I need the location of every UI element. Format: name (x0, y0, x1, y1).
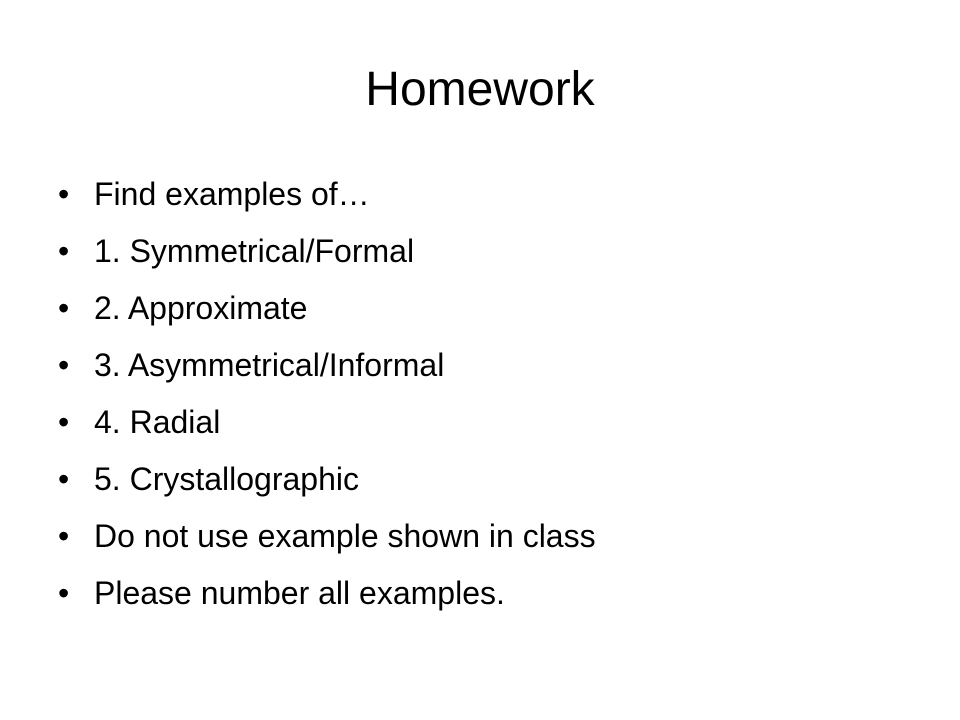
list-item-text: 3. Asymmetrical/Informal (94, 347, 445, 383)
list-item-text: Find examples of… (94, 176, 370, 212)
bullet-icon: • (58, 290, 70, 326)
bullet-icon: • (58, 176, 70, 212)
slide-title: Homework (365, 63, 595, 116)
bullet-icon: • (58, 575, 70, 611)
list-item-text: Do not use example shown in class (94, 518, 596, 554)
bullet-icon: • (58, 404, 70, 440)
list-item (58, 508, 918, 565)
bullet-list (58, 166, 918, 622)
bullet-icon: • (58, 347, 70, 383)
bullet-icon: • (58, 518, 70, 554)
list-item (58, 394, 918, 451)
list-item (58, 337, 918, 394)
bullet-icon: • (58, 233, 70, 269)
list-item (58, 280, 918, 337)
list-item-text: 2. Approximate (94, 290, 308, 326)
list-item-text: Please number all examples. (94, 575, 505, 611)
list-item (58, 565, 918, 622)
list-item (58, 223, 918, 280)
list-item-text: 1. Symmetrical/Formal (94, 233, 415, 269)
list-item-text: 5. Crystallographic (94, 461, 359, 497)
list-item-text: 4. Radial (94, 404, 221, 440)
list-item (58, 451, 918, 508)
bullet-icon: • (58, 461, 70, 497)
list-item (58, 166, 918, 223)
